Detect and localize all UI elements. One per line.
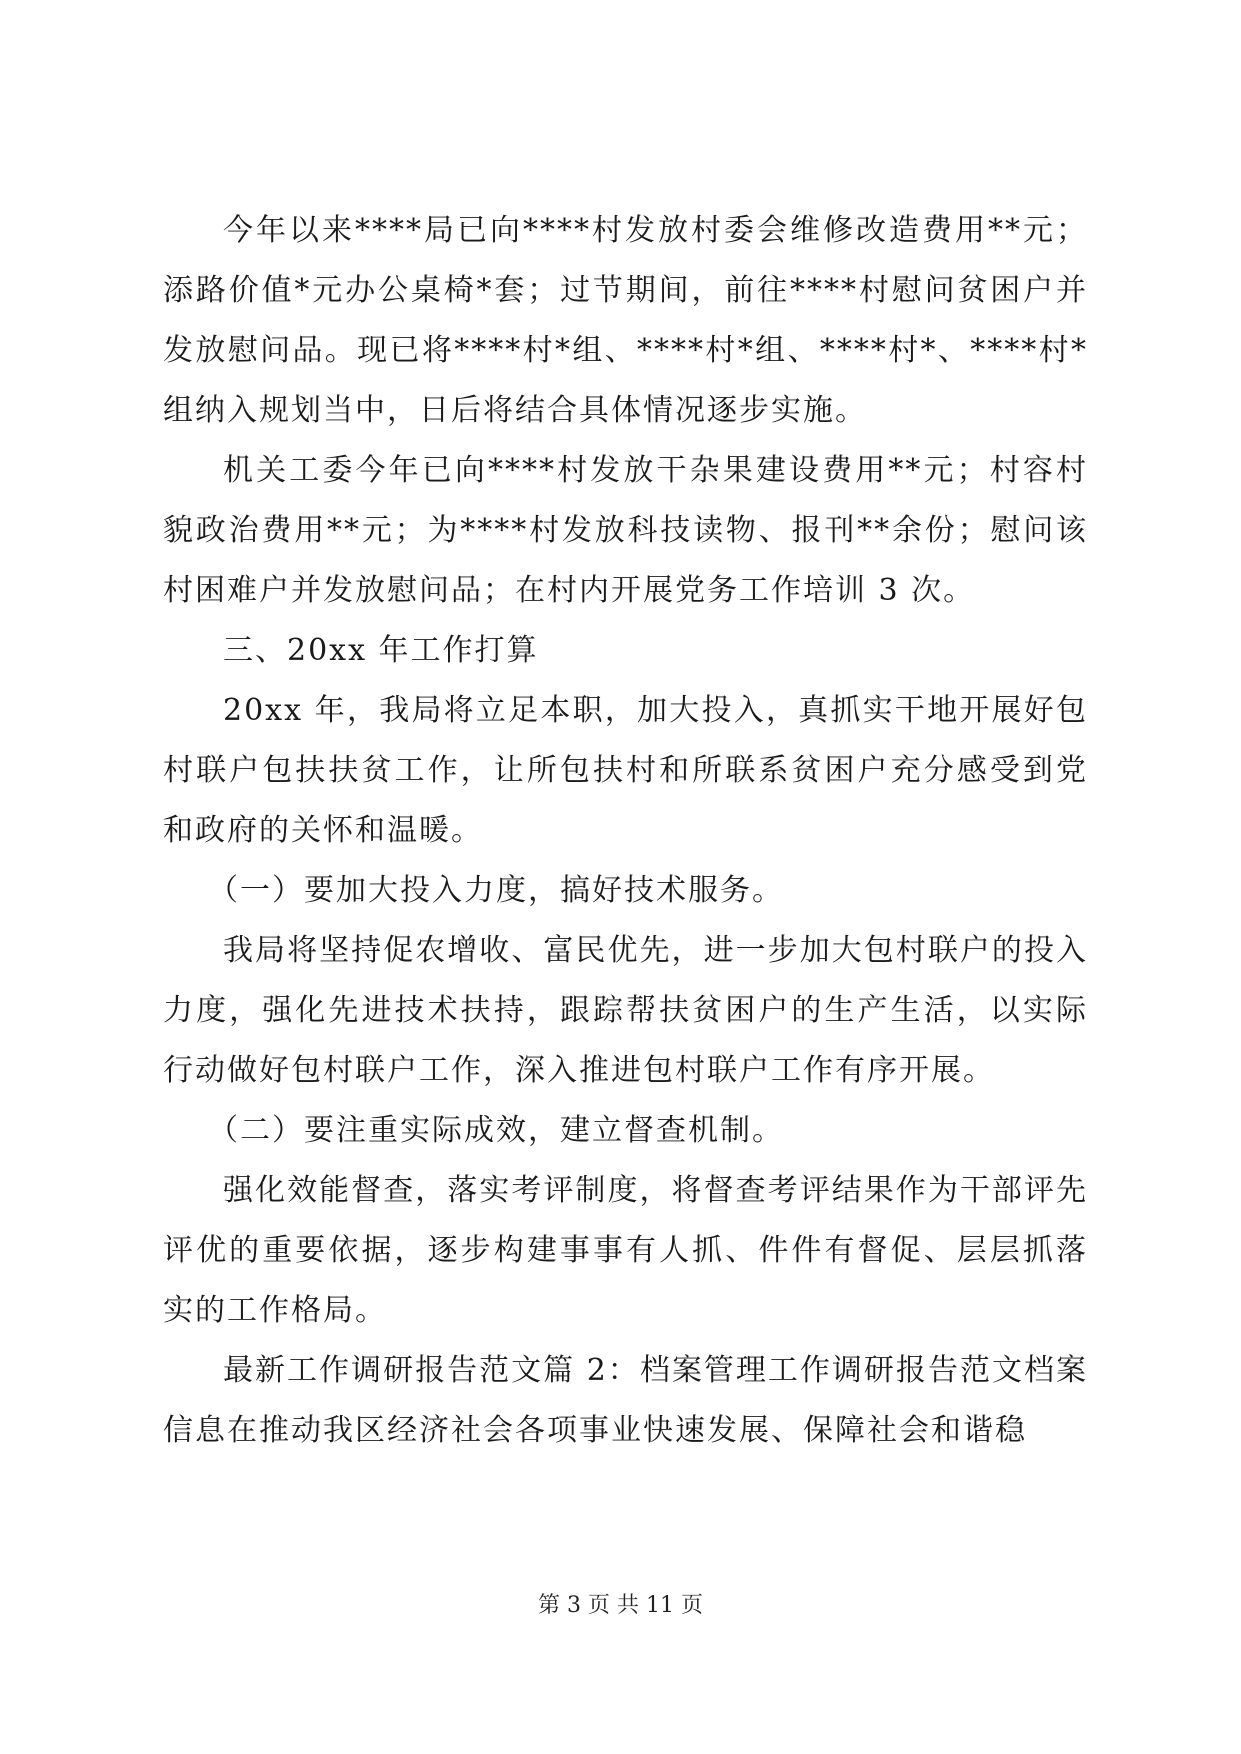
paragraph-supervision: 强化效能督查，落实考评制度，将督查考评结果作为干部评先评优的重要依据，逐步构建事事有人抓、件件有督促、层层抓落实的工作格局。	[163, 1173, 1088, 1328]
subheading-supervision: （二）要注重实际成效，建立督查机制。	[208, 1113, 784, 1148]
paragraph-next-article: 最新工作调研报告范文篇 2：档案管理工作调研报告范文档案信息在推动我区经济社会各项事业快速发展、保障社会和谐稳	[163, 1353, 1088, 1448]
paragraph-committee-funding: 机关工委今年已向****村发放干杂果建设费用**元；村容村貌政治费用**元；为****村发放科技读物、报刊**余份；慰问该村困难户并发放慰问品；在村内开展党务工作培训 3 次。	[163, 453, 1088, 608]
document-body	[163, 201, 1088, 1461]
paragraph-village-funding: 今年以来****局已向****村发放村委会维修改造费用**元；添路价值*元办公桌椅*套；过节期间，前往****村慰问贫困户并发放慰问品。现已将****村*组、****村*组、****村*、****村*组纳入规划当中，日后将结合具体情况逐步实施。	[163, 213, 1088, 428]
paragraph-investment: 我局将坚持促农增收、富民优先，进一步加大包村联户的投入力度，强化先进技术扶持，跟踪帮扶贫困户的生产生活，以实际行动做好包村联户工作，深入推进包村联户工作有序开展。	[163, 933, 1088, 1088]
paragraph-plan-intro: 20xx 年，我局将立足本职，加大投入，真抓实干地开展好包村联户包扶扶贫工作，让所包扶村和所联系贫困户充分感受到党和政府的关怀和温暖。	[163, 693, 1088, 848]
section-heading-plan: 三、20xx 年工作打算	[223, 633, 539, 668]
page-number-footer: 第 3 页 共 11 页	[538, 1593, 703, 1618]
subheading-investment: （一）要加大投入力度，搞好技术服务。	[208, 873, 784, 908]
